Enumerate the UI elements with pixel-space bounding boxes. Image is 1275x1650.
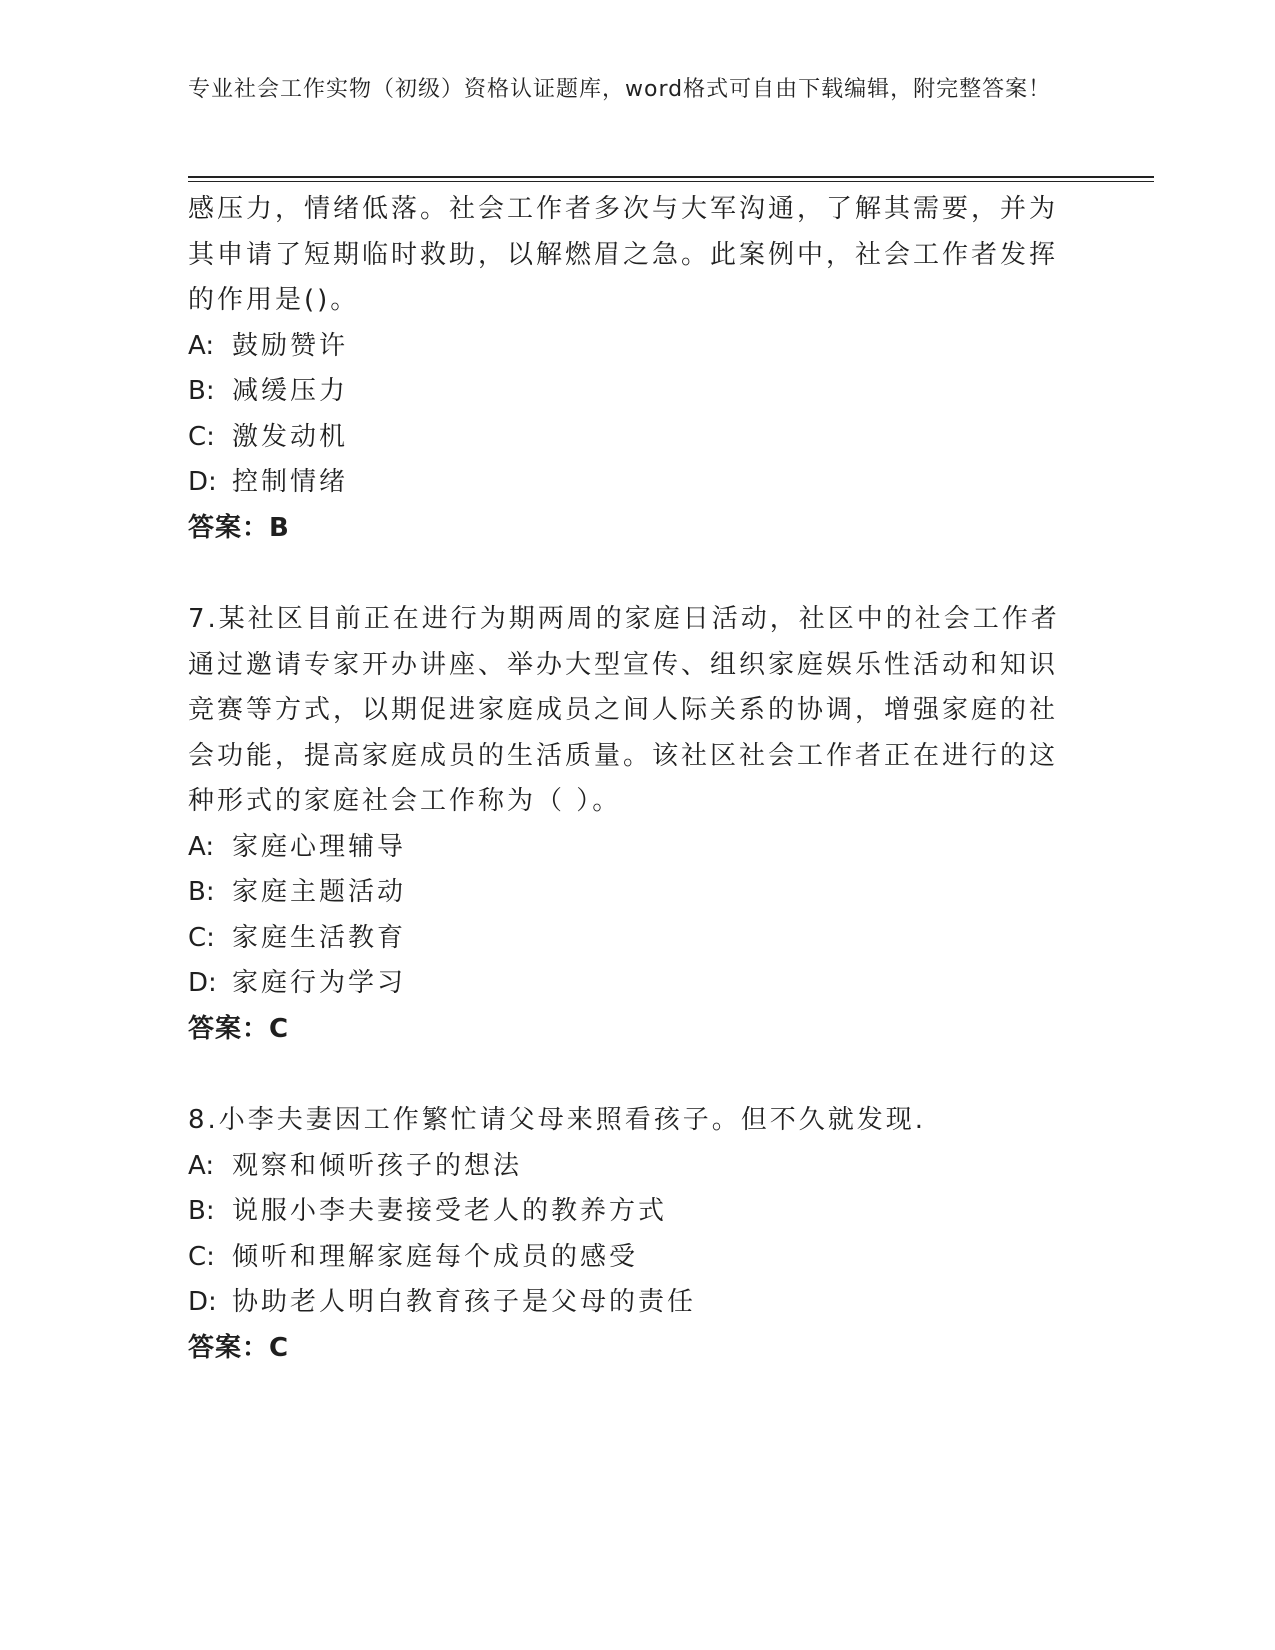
option-text: 说服小李夫妻接受老人的教养方式 bbox=[232, 1196, 668, 1226]
option-letter: D: bbox=[188, 968, 217, 998]
question-stem: 感压力，情绪低落。社会工作者多次与大军沟通，了解其需要，并为其申请了短期临时救助，以解燃眉之急。此案例中，社会工作者发挥的作用是()。 bbox=[188, 194, 1059, 315]
option-d bbox=[188, 1280, 1068, 1326]
option-d bbox=[188, 460, 1068, 506]
option-a bbox=[188, 1144, 1068, 1190]
option-text: 观察和倾听孩子的想法 bbox=[232, 1150, 523, 1181]
option-b bbox=[188, 369, 1068, 415]
header-divider-thin bbox=[188, 181, 1154, 182]
question-6 bbox=[188, 187, 1068, 551]
option-a bbox=[188, 324, 1068, 370]
option-letter: C: bbox=[188, 1241, 215, 1272]
option-text: 家庭行为学习 bbox=[232, 968, 407, 998]
option-letter: C: bbox=[188, 421, 215, 452]
question-content bbox=[188, 187, 1068, 1371]
option-letter: D: bbox=[188, 1287, 217, 1317]
option-b bbox=[188, 1189, 1068, 1235]
option-letter: B: bbox=[188, 1196, 215, 1226]
option-b bbox=[188, 870, 1068, 916]
question-7 bbox=[188, 597, 1068, 1052]
option-letter: C: bbox=[188, 922, 215, 953]
option-letter: D: bbox=[188, 467, 217, 497]
option-c bbox=[188, 916, 1068, 962]
option-letter: A: bbox=[188, 831, 215, 862]
answer-label: 答案：C bbox=[188, 1013, 290, 1044]
option-letter: A: bbox=[188, 330, 215, 361]
option-text: 减缓压力 bbox=[232, 376, 349, 406]
option-a bbox=[188, 825, 1068, 871]
option-text: 激发动机 bbox=[232, 421, 349, 452]
option-c bbox=[188, 1235, 1068, 1281]
question-8 bbox=[188, 1098, 1068, 1371]
answer-label: 答案：C bbox=[188, 1332, 290, 1363]
spacer bbox=[188, 551, 1068, 597]
option-text: 鼓励赞许 bbox=[232, 330, 349, 361]
header-divider bbox=[188, 176, 1154, 178]
option-letter: B: bbox=[188, 877, 215, 907]
option-text: 家庭主题活动 bbox=[232, 877, 407, 907]
option-text: 家庭生活教育 bbox=[232, 922, 407, 953]
question-stem: 8.小李夫妻因工作繁忙请父母来照看孩子。但不久就发现. bbox=[188, 1105, 927, 1135]
option-text: 控制情绪 bbox=[232, 467, 349, 497]
option-c bbox=[188, 415, 1068, 461]
option-text: 家庭心理辅导 bbox=[232, 831, 407, 862]
page-header: 专业社会工作实物（初级）资格认证题库，word格式可自由下载编辑，附完整答案！ bbox=[188, 77, 1052, 102]
spacer bbox=[188, 1052, 1068, 1098]
option-d bbox=[188, 961, 1068, 1007]
option-letter: A: bbox=[188, 1150, 215, 1181]
option-text: 协助老人明白教育孩子是父母的责任 bbox=[232, 1287, 697, 1317]
question-stem: 7.某社区目前正在进行为期两周的家庭日活动，社区中的社会工作者通过邀请专家开办讲座、举办大型宣传、组织家庭娱乐性活动和知识竞赛等方式，以期促进家庭成员之间人际关系的协调，增强家庭的社会功能，提高家庭成员的生活质量。该社区社会工作者正在进行的这种形式的家庭社会工作称为（ ）。 bbox=[188, 604, 1060, 816]
option-text: 倾听和理解家庭每个成员的感受 bbox=[232, 1241, 639, 1272]
answer-label: 答案：B bbox=[188, 512, 290, 543]
option-letter: B: bbox=[188, 376, 215, 406]
